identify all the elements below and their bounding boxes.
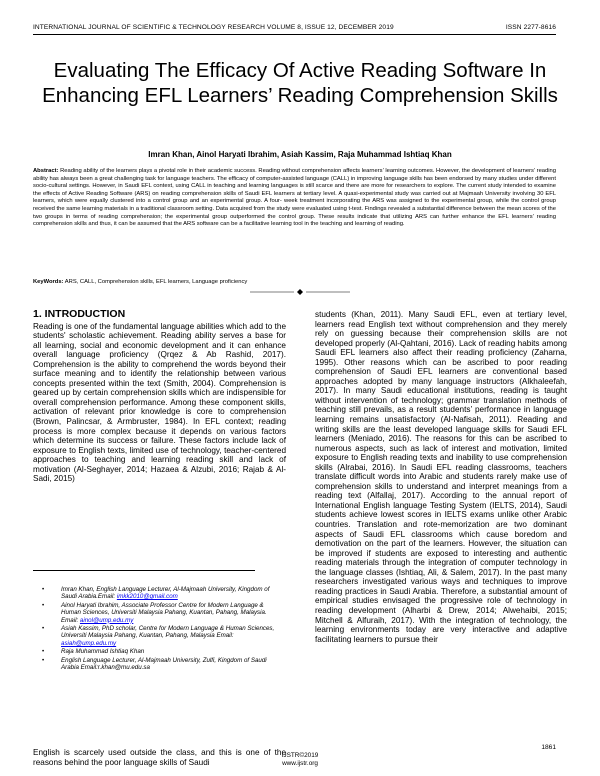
- bullet-icon: •: [42, 656, 45, 664]
- keywords: [33, 279, 556, 285]
- email-link[interactable]: imkk2010@gmail.com: [116, 593, 178, 601]
- paper-title: Evaluating The Efficacy Of Active Reading Software In Enhancing EFL Learners’ Reading Comprehension Skills: [42, 59, 558, 107]
- diamond-icon: [297, 289, 303, 295]
- keywords-text: ARS, CALL, Comprehension skills, EFL learners, Language proficiency: [64, 279, 248, 285]
- right-column: [315, 310, 567, 644]
- keywords-label: KeyWords:: [33, 279, 64, 285]
- header-rule: [33, 34, 556, 35]
- abstract-label: Abstract:: [33, 168, 59, 174]
- email-link[interactable]: ainol@ump.edu.my: [79, 616, 134, 624]
- left-column-continuation: English is scarcely used outside the class, and this is one of the reasons behind the poor language skills of Saudi: [33, 748, 286, 767]
- footnote-rule: [33, 570, 255, 571]
- bullet-icon: •: [42, 601, 45, 609]
- footnote-item: • Asiah Kassim, PhD scholar, Centre for Modern Language & Human Sciences, Universiti Malaysia Pahang, Kuantan, Pahang, Malaysia Email: asiah@ump.edu.my: [42, 625, 275, 647]
- email-link[interactable]: asiah@ump.edu.my: [61, 639, 117, 647]
- author-footnotes: [42, 586, 280, 672]
- bullet-icon: •: [42, 586, 45, 593]
- left-column: [33, 310, 286, 484]
- footnote-item: • Ainol Haryati Ibrahim, Associate Professor Centre for Modern Language & Human Sciences, Universiti Malaysia Pahang, Kuantan, Pahang, Malaysia. Email: ainol@ump.edu.my: [42, 601, 267, 624]
- footnote-item: • Imran Khan, English Language Lecturer, Al-Majmaah University, Kingdom of Saudi Arabia.Email: imkk2010@gmail.com: [42, 586, 270, 601]
- page-number: 1861: [541, 744, 556, 751]
- section-heading: 1. INTRODUCTION: [33, 308, 126, 320]
- right-column-text: students (Khan, 2011). Many Saudi EFL, even at tertiary level, learners read English text without comprehension and they merely rely on guessing because their comprehension skills are not developed properly (Al-Qahtani, 2016). Lack of reading habits among Saudi EFL learners also affect their reading proficiency (Zaharna, 1995). Other reasons which can be ascribed to poor reading comprehension of Saudi EFL learners are conventional based approaches adopted by many language instructors (Alkhaleefah, 2017). In many Saudi educational institutions, reading is taught without intervention of technology; grammar translation methods of teaching still prevails, as a result students’ performance in language learning remains unsatisfactory (Al-Nafisah, 2011). Reading and writing skills are the least developed language skills for Saudi EFL learners (Meniado, 2016). The reasons for this can be ascribed to numerous aspects, such as lack of interest and motivation, limited exposure to English reading texts and inability to use comprehension skills (Alrabai, 2016). In Saudi EFL reading classrooms, teachers translate difficult words into Arabic and students rarely make use of comprehension skills to understand and interpret meanings from a reading text (Alfallaj, 2017). According to the annual report of International English language Testing System (IELTS, 2014), Saudi students achieve lowest scores in IELTS exams unlike other Arabic countries. Translation and rote-memorization are two dominant aspects of Saudi EFL classrooms which cause boredom and demotivation on the part of the learners. However, the situation can be improved if students are exposed to interesting and authentic reading materials through the integration of computer technology in the language classes (Ishtiaq, Ali, & Salem, 2017). In the past many researchers investigated various ways and techniques to improve reading practices in Saudi Arabia. Therefore, a substantial amount of empirical studies envisaged the progressive role of technology in reading development (Alharbi & Drew, 2014; Alwehaibi, 2015; Mitchell & Alfuraih, 2017). With the integration of technology, the learning environments today are very interactive and adaptive facilitating learners to pursue their: [315, 310, 567, 644]
- paper-id: IJSTR©2019: [281, 752, 319, 759]
- footnote-item: • Raja Muhammad Ishtiaq Khan: [42, 648, 145, 656]
- bullet-icon: •: [42, 625, 45, 633]
- abstract-text: Reading ability of the learners plays a pivotal role in their academic success. Reading without comprehension affects learners’ learning outcomes. However, the development of learners’ reading ability has always been a great challenging task for language teachers. The efficacy of computer-assisted language (CALL) in improving language skills has been endorsed by many studies under different socio-cultural settings. However, in Saudi EFL context, using CALL in teaching and learning languages is still scarce and there are more for researchers to explore. The current study intended to examine the effects of Active Reading Software (ARS) on reading comprehension skills of Saudi EFL learners at tertiary level. A quasi-experimental study was carried out at Majmaah University involving 30 EFL learners, which were equally clustered into a control group and an experimental group. A four- week treatment incorporating the ARS was assigned to the experimental group, while the control group received the same learning materials in a traditional classroom setting. Data acquired from the study were evaluated using t-test. Findings revealed a substantial difference between the mean scores of the two groups in terms of reading comprehension; the experimental group outperformed the control group. These results indicate that utilizing ARS can further enhance the EFL learners’ reading comprehension skills and thus, it can be assumed that the ARS software can be a facilitative learning tool in the teaching and learning of reading.: [33, 168, 556, 228]
- author-list: Imran Khan, Ainol Haryati Ibrahim, Asiah Kassim, Raja Muhammad Ishtiaq Khan: [148, 150, 452, 159]
- journal-header: INTERNATIONAL JOURNAL OF SCIENTIFIC & TECHNOLOGY RESEARCH VOLUME 8, ISSUE 12, DECEMBER 2019: [33, 24, 394, 31]
- issn-label: ISSN 2277-8616: [505, 24, 556, 31]
- abstract: [33, 168, 556, 229]
- footnote-item: • English Language Lecturer, Al-Majmaah University, Zulfi, Kingdom of Saudi Arabia Email:r.khan@mu.edu.sa: [42, 656, 267, 672]
- website-link[interactable]: www.ijstr.org: [282, 760, 318, 767]
- section-separator: [250, 288, 350, 296]
- left-column-text: Reading is one of the fundamental language abilities which add to the students' scholastic achievement. Reading ability serves a base for all learning, social and economic development and it can enhance overall language proficiency (Qrqez & Ab Rashid, 2017). Comprehension is the ability to comprehend the words beyond their surface meaning and to identify the relationship between various concepts presented within the text (Smith, 2004). Comprehension is geared up by certain comprehension skills which are indispensible for overall comprehension performance. Among these component skills, activation of relevant prior knowledge is core to comprehension (Brown, Palincsar, & Armbruster, 1984). In EFL context; reading process is more complex because it depends on various factors which determine its success or failure. These factors include lack of exposure to English texts, limited use of technology, teacher-centered approaches to teaching and learning reading skill and lack of motivation (Al-Seghayer, 2014; Hazaea & Alzubi, 2016; Rajab & Al-Sadi, 2015): [33, 321, 286, 484]
- bullet-icon: •: [42, 648, 45, 656]
